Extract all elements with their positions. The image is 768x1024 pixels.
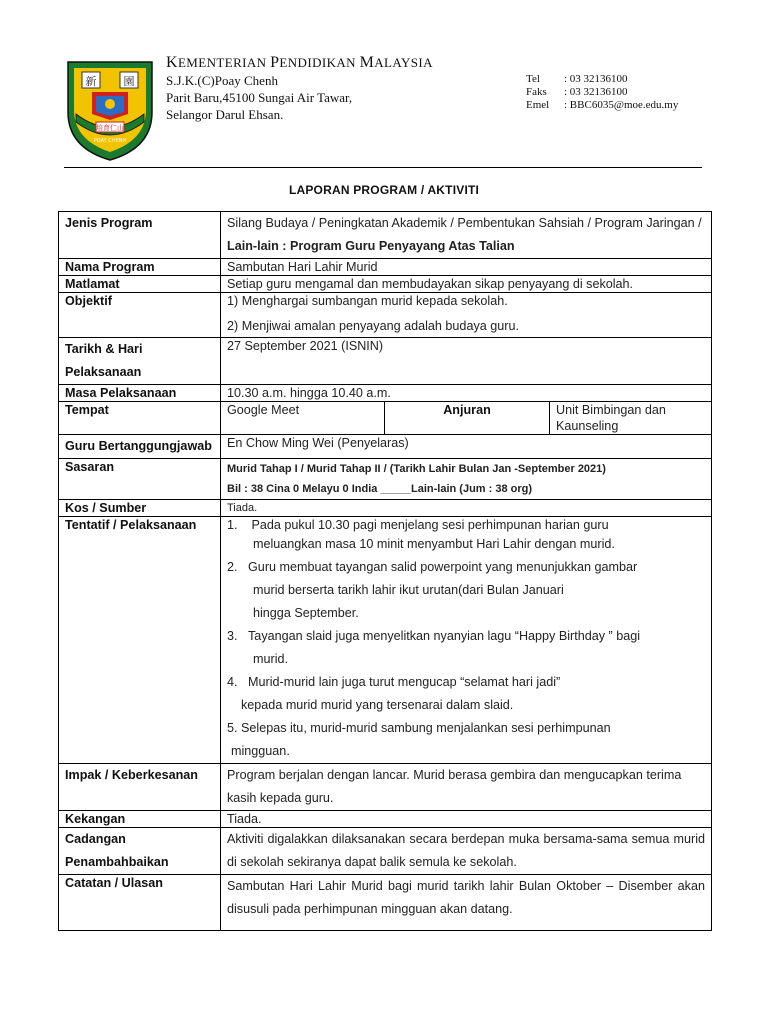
value-catatan: Sambutan Hari Lahir Murid bagi murid tarikh lahir Bulan Oktober – Disember akan disusuli pada perhimpunan mingguan akan datang.	[221, 875, 712, 931]
address-line-1: Parit Baru,45100 Sungai Air Tawar,	[166, 90, 353, 105]
value-cadangan: Aktiviti digalakkan dilaksanakan secara berdepan muka bersama-sama semua murid di sekolah sekiranya dapat balik semula ke sekolah.	[221, 828, 712, 875]
row-matlamat	[59, 276, 712, 293]
label-sasaran: Sasaran	[59, 459, 221, 500]
svg-text:POAY CHENH: POAY CHENH	[93, 138, 127, 144]
svg-text:新: 新	[85, 75, 97, 88]
document-title: LAPORAN PROGRAM / AKTIVITI	[288, 183, 480, 197]
value-impak: Program berjalan dengan lancar. Murid berasa gembira dan mengucapkan terima kasih kepada guru.	[221, 764, 712, 811]
label-anjuran: Anjuran	[385, 402, 550, 435]
ministry-name: KEMENTERIAN PENDIDIKAN MALAYSIA	[166, 54, 433, 71]
value-tempat: Google Meet	[221, 402, 385, 435]
tentatif-text: Guru membuat tayangan salid powerpoint yang menunjukkan gambar	[248, 560, 638, 574]
fax-value: : 03 32136100	[564, 86, 628, 98]
tentatif-cont: murid berserta tarikh lahir ikut urutan(dari Bulan Januari hingga September.	[253, 583, 564, 620]
row-jenis-program	[59, 212, 712, 259]
row-impak	[59, 764, 712, 811]
value-anjuran: Unit Bimbingan dan Kaunseling	[550, 402, 712, 435]
row-kekangan	[59, 811, 712, 828]
label-kos: Kos / Sumber	[59, 500, 221, 517]
tentatif-cont: meluangkan masa 10 minit menyambut Hari Lahir dengan murid.	[253, 537, 615, 551]
address-line-2: Selangor Darul Ehsan.	[166, 107, 284, 122]
sasaran-line-1: Murid Tahap I / Murid Tahap II / (Tarikh Lahir Bulan Jan -September 2021)	[227, 463, 606, 475]
tentatif-text: Tayangan slaid juga menyelitkan nyanyian lagu “Happy Birthday ” bagi	[248, 629, 641, 643]
contact-info	[526, 73, 678, 112]
value-kekangan: Tiada.	[221, 811, 712, 828]
tentatif-text: 5. Selepas itu, murid-murid sambung menjalankan sesi perhimpunan	[227, 721, 611, 735]
tentatif-item	[227, 671, 705, 694]
jenis-program-options: Silang Budaya / Peningkatan Akademik / Pembentukan Sahsiah / Program Jaringan /	[227, 216, 702, 230]
header-divider	[64, 167, 702, 168]
value-nama-program: Sambutan Hari Lahir Murid	[221, 259, 712, 276]
objektif-item: 2) Menjiwai amalan penyayang adalah budaya guru.	[227, 319, 519, 333]
value-kos: Tiada.	[221, 500, 712, 517]
row-tempat	[59, 402, 712, 435]
value-tarikh: 27 September 2021 (ISNIN)	[221, 338, 712, 385]
tentatif-num: 2.	[227, 560, 238, 574]
row-tarikh	[59, 338, 712, 385]
tentatif-item	[227, 517, 705, 533]
school-crest-logo	[62, 56, 158, 164]
tentatif-text: Pada pukul 10.30 pagi menjelang sesi perhimpunan harian guru	[251, 518, 609, 532]
email-value: : BBC6035@moe.edu.my	[564, 99, 679, 111]
tentatif-text: Murid-murid lain juga turut mengucap “selamat hari jadi”	[248, 675, 561, 689]
row-guru	[59, 435, 712, 459]
row-catatan	[59, 875, 712, 931]
jenis-program-selected: Lain-lain : Program Guru Penyayang Atas Talian	[227, 239, 515, 253]
value-masa: 10.30 a.m. hingga 10.40 a.m.	[221, 385, 712, 402]
tentatif-num: 3.	[227, 629, 238, 643]
row-nama-program	[59, 259, 712, 276]
svg-text:培育仁山: 培育仁山	[96, 124, 124, 132]
tentatif-cont: murid.	[253, 652, 288, 666]
label-matlamat: Matlamat	[59, 276, 221, 293]
objektif-item: 1) Menghargai sumbangan murid kepada sekolah.	[227, 294, 508, 308]
fax-label: Faks	[526, 86, 547, 98]
label-guru: Guru Bertanggungjawab	[59, 435, 221, 459]
label-impak: Impak / Keberkesanan	[59, 764, 221, 811]
row-tentatif	[59, 517, 712, 764]
tentatif-item	[227, 556, 705, 579]
row-kos	[59, 500, 712, 517]
tel-label: Tel	[526, 73, 540, 85]
value-tentatif	[221, 517, 712, 764]
label-jenis-program: Jenis Program	[59, 212, 221, 259]
report-table	[58, 211, 712, 931]
label-nama-program: Nama Program	[59, 259, 221, 276]
value-objektif	[221, 293, 712, 338]
tentatif-num: 4.	[227, 675, 238, 689]
label-tarikh: Tarikh & Hari Pelaksanaan	[59, 338, 221, 385]
row-masa	[59, 385, 712, 402]
tentatif-num: 1.	[227, 518, 238, 532]
school-info	[166, 54, 433, 123]
tentatif-item	[227, 625, 705, 648]
label-cadangan: Cadangan Penambahbaikan	[59, 828, 221, 875]
tentatif-cont: kepada murid murid yang tersenarai dalam slaid.	[241, 698, 514, 712]
tel-value: : 03 32136100	[564, 73, 628, 85]
sasaran-line-2: Bil : 38 Cina 0 Melayu 0 India _____Lain-lain (Jum : 38 org)	[227, 483, 533, 495]
row-sasaran	[59, 459, 712, 500]
email-label: Emel	[526, 99, 550, 111]
label-catatan: Catatan / Ulasan	[59, 875, 221, 931]
tentatif-cont: mingguan.	[231, 744, 290, 758]
label-tempat: Tempat	[59, 402, 221, 435]
label-tentatif: Tentatif / Pelaksanaan	[59, 517, 221, 764]
value-guru: En Chow Ming Wei (Penyelaras)	[221, 435, 712, 459]
tentatif-item	[227, 717, 705, 740]
label-masa: Masa Pelaksanaan	[59, 385, 221, 402]
school-name: S.J.K.(C)Poay Chenh	[166, 73, 278, 88]
row-cadangan	[59, 828, 712, 875]
svg-text:園: 園	[123, 75, 135, 88]
row-objektif	[59, 293, 712, 338]
value-matlamat: Setiap guru mengamal dan membudayakan sikap penyayang di sekolah.	[221, 276, 712, 293]
label-kekangan: Kekangan	[59, 811, 221, 828]
label-objektif: Objektif	[59, 293, 221, 338]
value-sasaran	[221, 459, 712, 500]
value-jenis-program	[221, 212, 712, 259]
